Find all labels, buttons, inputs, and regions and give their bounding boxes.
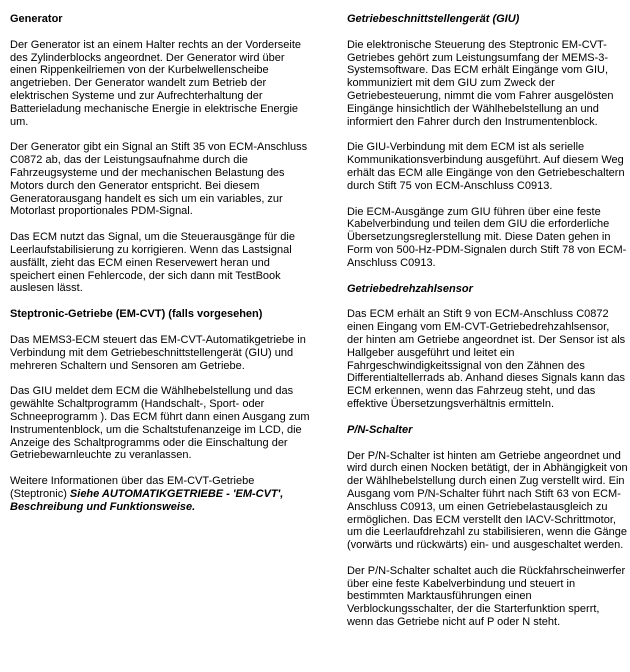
left-column bbox=[10, 13, 314, 672]
paragraph-giu-3: Die ECM-Ausgänge zum GIU führen über eine feste Kabelverbindung und teilen dem GIU die erforderliche Übersetzungsreglerstellung mit. Diese Daten gehen in Form von 500-Hz-PDM-Signalen durch Stift 78 von ECM-Anschluss C0913. bbox=[346, 205, 627, 269]
right-column bbox=[347, 13, 628, 672]
paragraph-giu-1: Die elektronische Steuerung des Steptronic EM-CVT-Getriebes gehört zum Leistungsumfang der MEMS-3-Systemsoftware. Das ECM erhält Eingänge vom GIU, kommuniziert mit dem GIU zum Zweck der Getriebesteuerung, nimmt die vom Fahrer ausgelösten Eingänge hinsichtlich der Wählhebelstellung an und informiert den Fahrer durch den Instrumentenblock. bbox=[346, 38, 614, 128]
reference-note-emphasis: Siehe AUTOMATIKGETRIEBE - 'EM-CVT', Beschreibung und Funktionsweise. bbox=[10, 487, 284, 513]
section-heading-generator: Generator bbox=[10, 13, 63, 25]
paragraph-drehzahlsensor-1: Das ECM erhält an Stift 9 von ECM-Anschluss C0872 einen Eingang vom EM-CVT-Getriebedrehzahlsensor, der hinten am Getriebe angeordnet ist. Der Sensor ist als Hallgeber ausgeführt und leitet ein Fahrgeschwindigkeitssignal von den Zähnen des Differentialtellerrads ab. Anhand dieses Signals kann das ECM erkennen, wenn das Fahrzeug steht, und das effektive Übersetzungsverhältnis ermitteln. bbox=[346, 308, 626, 410]
paragraph-generator-1: Der Generator ist an einem Halter rechts an der Vorderseite des Zylinderblocks angeordnet. Der Generator wird über einen Rippenkeilriemen von der Kurbelwellenscheibe angetrieben. Der Generator wandelt zum Betrieb der elektrischen Systeme und zur Aufrechterhaltung der Batterieladung mechanische Energie in elektrische Energie um. bbox=[10, 38, 302, 128]
section-heading-steptronic-getriebe: Steptronic-Getriebe (EM-CVT) (falls vorgesehen) bbox=[10, 308, 263, 321]
paragraph-reference-note bbox=[10, 475, 314, 513]
paragraph-steptronic-1: Das MEMS3-ECM steuert das EM-CVT-Automatikgetriebe in Verbindung mit dem Getriebeschnittstellengerät (GIU) und mehreren Schaltern und Sensoren am Getriebe. bbox=[10, 333, 306, 372]
paragraph-generator-2: Der Generator gibt ein Signal an Stift 35 von ECM-Anschluss C0872 ab, das der Leistungsaufnahme durch die Fahrzeugsysteme und der mechanischen Belastung des Motors durch den Generator entspricht. Bei diesem Generatorausgang handelt es sich um ein variables, zur Motorlast proportionales PDM-Signal. bbox=[10, 141, 308, 218]
paragraph-giu-2: Die GIU-Verbindung mit dem ECM ist als serielle Kommunikationsverbindung ausgeführt. Auf diesem Weg erhält das ECM alle Eingänge von den Getriebeschaltern durch Stift 75 von ECM-Anschluss C0913. bbox=[346, 141, 625, 192]
reference-note-prefix: Weitere Informationen über das EM-CVT-Getriebe (Steptronic) bbox=[10, 475, 255, 500]
paragraph-generator-3: Das ECM nutzt das Signal, um die Steuerausgänge für die Leerlaufstabilisierung zu korrigieren. Wenn das Lastsignal ausfällt, zieht das ECM einen Reservewert heran und speichert einen Fehlercode, der sich dann mit TestBook auslesen lässt. bbox=[10, 231, 295, 295]
section-heading-getriebedrehzahlsensor: Getriebedrehzahlsensor bbox=[346, 282, 473, 295]
paragraph-pn-schalter-2: Der P/N-Schalter schaltet auch die Rückfahrscheinwerfer über eine feste Kabelverbindung und steuert in bestimmten Marktausführungen einen Verblockungsschalter, der die Starterfunktion sperrt, wenn das Getriebe nicht auf P oder N steht. bbox=[346, 564, 626, 629]
paragraph-steptronic-2: Das GIU meldet dem ECM die Wählhebelstellung und das gewählte Schaltprogramm (Handschalt-, Sport- oder Schneeprogramm ). Das ECM führt dann einen Ausgang zum Instrumentenblock, um die Schaltstufenanzeige im LCD, die Anzeige des Schaltprogramms oder die Einschaltung der Getriebewarnleuchte zu veranlassen. bbox=[10, 385, 310, 462]
section-heading-giu: Getriebeschnittstellengerät (GIU) bbox=[346, 13, 520, 25]
paragraph-pn-schalter-1: Der P/N-Schalter ist hinten am Getriebe angeordnet und wird durch einen Nocken betätigt, der in Abhängigkeit von der Wählhebelstellung durch einen Zug verstellt wird. Ein Ausgang vom P/N-Schalter führt nach Stift 63 von ECM-Anschluss C0913, um einen Getriebelastausgleich zu ermöglichen. Das ECM verstellt den IACV-Schrittmotor, um die Leerlaufdrehzahl zu stabilisieren, wenn die Gänge (vorwärts und rückwärts) ein- und ausgeschaltet werden. bbox=[346, 449, 628, 552]
section-heading-pn-schalter: P/N-Schalter bbox=[346, 423, 413, 436]
